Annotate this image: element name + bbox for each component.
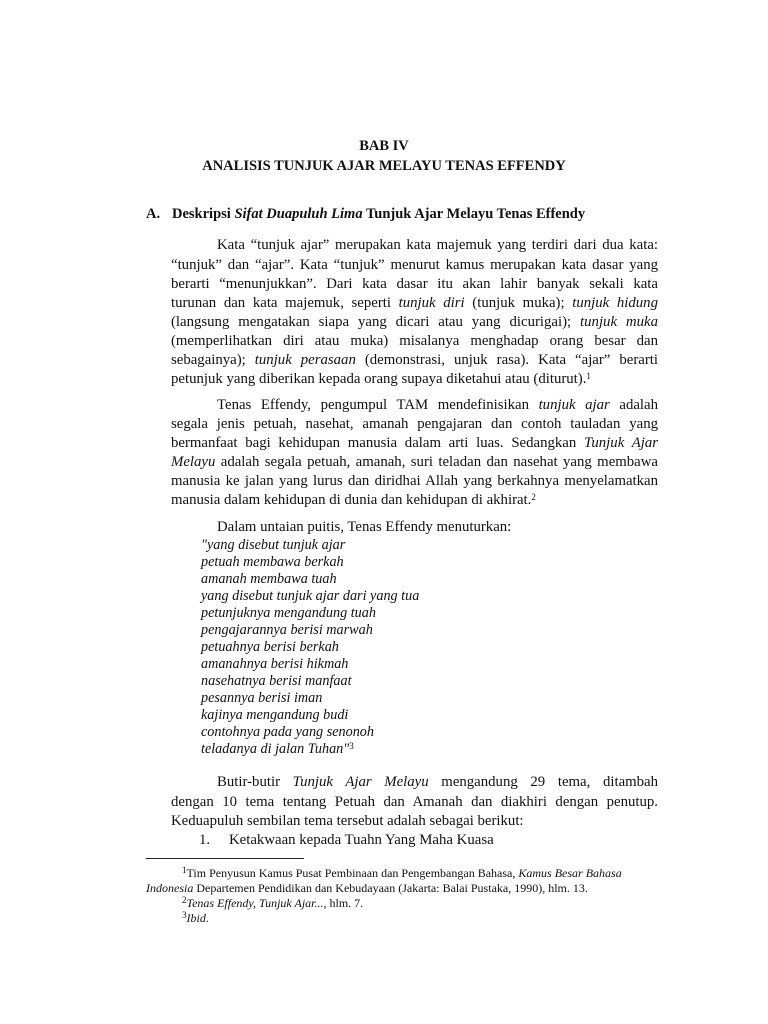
footnote-3: $^3$Ibid.	[182, 910, 209, 925]
poem-line: amanah membawa tuah	[201, 571, 337, 587]
poem-line: petunjuknya mengandung tuah	[201, 605, 376, 621]
section-label-pre: Deskripsi	[172, 206, 235, 222]
footnote-ref-1: 1	[586, 371, 591, 381]
poem-intro: Dalam untaian puitis, Tenas Effendy menuturkan:	[217, 519, 512, 535]
para2-line6: manusia dalam kehidupan di dunia dan kehidupan di akhirat.$^2$	[171, 492, 536, 508]
poem-line: petuah membawa berkah	[201, 554, 344, 570]
footnote-ref-3: 3	[349, 741, 354, 751]
footnote-ref-2: 2	[531, 492, 536, 502]
chapter-heading: BAB IV	[359, 138, 409, 154]
footnote-divider	[146, 858, 304, 859]
section-label-post: Tunjuk Ajar Melayu Tenas Effendy	[362, 206, 586, 222]
para2-line2: segala jenis petuah, nasehat, amanah pengajaran dan contoh tauladan yang	[171, 416, 658, 432]
list-item-1: 1. Ketakwaan kepada Tuahn Yang Maha Kuasa	[199, 832, 494, 848]
para2-line3: bermanfaat bagi kehidupan manusia dalam arti luas. Sedangkan Tunjuk Ajar	[171, 435, 659, 451]
list-item-number: 1.	[199, 832, 211, 848]
footnote-1-line1: $^1$Tim Penyusun Kamus Pusat Pembinaan dan Pengembangan Bahasa, Kamus Besar Bahasa	[182, 865, 622, 880]
para1-line6: (memperlihatkan diri atau muka) misalanya menghadap orang besar dan	[171, 333, 658, 349]
poem-line: nasehatnya berisi manfaat	[201, 673, 352, 689]
poem-line: pengajarannya berisi marwah	[201, 622, 373, 638]
section-heading	[146, 206, 585, 223]
section-label-italic: Sifat Duapuluh Lima	[234, 206, 363, 222]
para2-line5: manusia ke jalan yang lurus dan diridhai Allah yang berkahnya menyelamatkan	[171, 473, 658, 489]
poem-line: yang disebut tunjuk ajar dari yang tua	[201, 588, 420, 604]
para1-line3: berarti “menunjukkan”. Dari kata dasar itu akan lahir banyak sekali kata	[171, 276, 658, 292]
poem-line: contohnya pada yang senonoh	[201, 724, 374, 740]
para4-line3: Keduapuluh sembilan tema tersebut adalah sebagai berikut:	[171, 813, 524, 829]
para1-line5: (langsung mengatakan siapa yang dicari atau yang dicurigai); tunjuk muka	[171, 314, 658, 330]
poem-line: kajinya mengandung budi	[201, 707, 349, 723]
poem-line: petuahnya berisi berkah	[201, 639, 339, 655]
para1-line7: sebagainya); tunjuk perasaan (demonstrasi, unjuk rasa). Kata “ajar” berarti	[171, 352, 658, 368]
para2-line4: Melayu adalah segala petuah, amanah, suri teladan dan nasehat yang membawa	[171, 454, 658, 470]
footnote-1-line2: Indonesia Departemen Pendidikan dan Kebudayaan (Jakarta: Balai Pustaka, 1990), hlm. 13.	[146, 881, 588, 895]
footnote-2: $^2$Tenas Effendy, Tunjuk Ajar..., hlm. 7.	[182, 895, 364, 910]
para4-line1: Butir-butir Tunjuk Ajar Melayu mengandung 29 tema, ditambah	[217, 774, 659, 790]
para1-line2: “tunjuk” dan “ajar”. Kata “tunjuk” menurut kamus merupakan kata dasar yang	[171, 257, 658, 273]
poem-line: pesannya berisi iman	[201, 690, 323, 706]
poem-line: "yang disebut tunjuk ajar	[201, 537, 346, 553]
para1-line4: turunan dan kata majemuk, seperti tunjuk diri (tunjuk muka); tunjuk hidung	[171, 295, 658, 311]
poem-line-last: teladanya di jalan Tuhan"$^3$	[201, 741, 354, 757]
para4-line2: dengan 10 tema tentang Petuah dan Amanah dan diakhiri dengan penutup.	[171, 794, 658, 810]
section-number: A.	[146, 206, 161, 222]
para2-line1: Tenas Effendy, pengumpul TAM mendefinisikan tunjuk ajar adalah	[217, 397, 658, 413]
para1-line8: petunjuk yang diberikan kepada orang supaya diketahui atau (diturut).$^1$	[171, 371, 591, 387]
para1-line1: Kata “tunjuk ajar” merupakan kata majemuk yang terdiri dari dua kata:	[217, 237, 658, 253]
chapter-title: ANALISIS TUNJUK AJAR MELAYU TENAS EFFENDY	[202, 158, 566, 174]
poem-line: amanahnya berisi hikmah	[201, 656, 349, 672]
